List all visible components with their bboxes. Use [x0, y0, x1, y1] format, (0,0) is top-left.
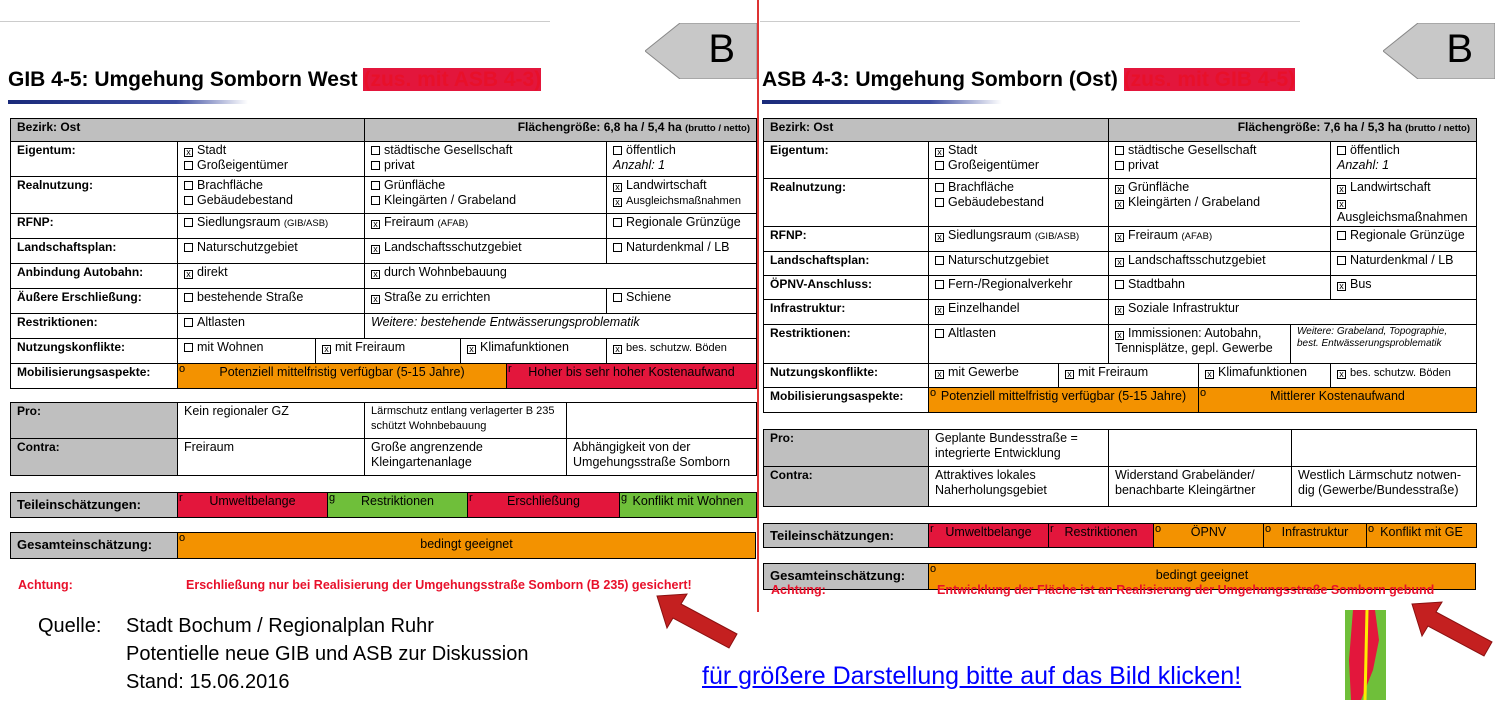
option-cell: bestehende Straße — [178, 289, 365, 314]
rating-cell: o Potenziell mittelfristig verfügbar (5-15 Jahre) — [178, 364, 507, 389]
rating-cell: r Hoher bis sehr hoher Kostenaufwand — [507, 364, 757, 389]
option-cell: Naturschutzgebiet — [929, 252, 1109, 276]
title-red: (zus. mit GIB 4-5) — [1123, 68, 1296, 91]
source-line: Stand: 15.06.2016 — [126, 671, 290, 693]
option-cell: Naturschutzgebiet — [178, 239, 365, 264]
rating-cell: r Erschließung — [468, 493, 620, 518]
option-cell: x mit Gewerbe — [929, 364, 1059, 388]
row-label: Landschaftsplan: — [764, 252, 929, 276]
option-cell: x Siedlungsraum (GIB/ASB) — [929, 227, 1109, 252]
rating-cell: o Infrastruktur — [1264, 524, 1367, 548]
option-cell: öffentlich Anzahl: 1 — [607, 142, 757, 177]
option-cell: mit Wohnen — [178, 339, 316, 364]
source-block — [38, 612, 528, 696]
option-cell: x mit Freiraum — [316, 339, 461, 364]
option-cell: x Landwirtschaft xAusgleichsmaßnahmen — [1331, 179, 1477, 227]
flaeche-label: Flächengröße: 6,8 ha / 5,4 ha (brutto / netto) — [365, 119, 757, 142]
option-cell: Brachfläche Gebäudebestand — [178, 177, 365, 214]
option-cell: x Freiraum (AFAB) — [365, 214, 607, 239]
row-label: Pro: — [11, 403, 178, 439]
rating-cell: o Potenziell mittelfristig verfügbar (5-15 Jahre) — [929, 388, 1199, 413]
rating-cell: o ÖPNV — [1154, 524, 1264, 548]
source-line: Stadt Bochum / Regionalplan Ruhr — [126, 615, 434, 637]
title-red: (zus. mit ASB 4-3) — [363, 68, 542, 91]
row-label: Nutzungskonflikte: — [764, 364, 929, 388]
rating-cell: o bedingt geeignet — [929, 564, 1476, 590]
option-cell: x Immissionen: Autobahn, Tennisplätze, gepl. Gewerbe — [1109, 325, 1291, 364]
rating-cell: g Restriktionen — [328, 493, 468, 518]
option-cell: Weitere: Grabeland, Topographie, best. Entwässerungsproblematik — [1291, 325, 1477, 364]
rating-cell: r Umweltbelange — [929, 524, 1049, 548]
factsheet-left[interactable] — [10, 118, 756, 559]
sheet-tab-right — [1383, 23, 1495, 79]
enlarge-link[interactable]: für größere Darstellung bitte auf das Bild klicken! — [702, 662, 1242, 690]
option-cell: x Grünfläche x Kleingärten / Grabeland — [1109, 179, 1331, 227]
option-cell: Altlasten — [178, 314, 365, 339]
option-cell: x Bus — [1331, 276, 1477, 300]
source-label: Quelle: — [38, 615, 102, 637]
option-cell: x Klimafunktionen — [1199, 364, 1331, 388]
row-label: ÖPNV-Anschluss: — [764, 276, 929, 300]
row-label: Realnutzung: — [764, 179, 929, 227]
pro-cell — [1109, 430, 1292, 467]
row-label: RFNP: — [764, 227, 929, 252]
option-cell: x Landschaftsschutzgebiet — [1109, 252, 1331, 276]
title-underline — [8, 100, 248, 104]
bezirk-label: Bezirk: Ost — [11, 119, 365, 142]
option-cell: x Freiraum (AFAB) — [1109, 227, 1331, 252]
contra-cell: Abhängigkeit von der Umgehungsstraße Somborn — [567, 439, 757, 476]
row-label: Anbindung Autobahn: — [11, 264, 178, 289]
option-cell: x Stadt Großeigentümer — [929, 142, 1109, 179]
achtung-text: Erschließung nur bei Realisierung der Umgehungsstraße Somborn (B 235) gesichert! — [186, 578, 692, 592]
map-thumbnail[interactable] — [1345, 610, 1386, 700]
option-cell: städtische Gesellschaft privat — [365, 142, 607, 177]
page-title-left — [8, 68, 541, 92]
tab-letter: B — [708, 27, 735, 71]
contra-cell: Widerstand Grabeländer/ benachbarte Kleingärtner — [1109, 467, 1292, 507]
contra-cell: Große angrenzende Kleingartenanlage — [365, 439, 567, 476]
contra-cell: Westlich Lärmschutz notwen-dig (Gewerbe/Bundesstraße) — [1292, 467, 1477, 507]
achtung-label: Achtung: — [771, 583, 826, 597]
pro-contra-table — [10, 402, 757, 476]
option-cell: x Klimafunktionen — [461, 339, 607, 364]
row-label: Contra: — [11, 439, 178, 476]
option-cell: Schiene — [607, 289, 757, 314]
top-rule-right — [760, 21, 1300, 22]
row-label: Restriktionen: — [764, 325, 929, 364]
title-underline — [762, 100, 1002, 104]
option-cell: Regionale Grünzüge — [1331, 227, 1477, 252]
attribute-table — [10, 118, 757, 389]
pro-contra-table — [763, 429, 1477, 507]
page-divider — [757, 0, 759, 612]
option-cell: städtische Gesellschaft privat — [1109, 142, 1331, 179]
row-label: Gesamteinschätzung: — [764, 564, 929, 590]
row-label: RFNP: — [11, 214, 178, 239]
row-label: Pro: — [764, 430, 929, 467]
sheet-tab-left — [645, 23, 757, 79]
row-label: Infrastruktur: — [764, 300, 929, 325]
option-cell: Weitere: bestehende Entwässerungsproblematik — [365, 314, 757, 339]
row-label: Landschaftsplan: — [11, 239, 178, 264]
option-cell: Naturdenkmal / LB — [1331, 252, 1477, 276]
rating-cell: g Konflikt mit Wohnen — [620, 493, 757, 518]
option-cell: x direkt — [178, 264, 365, 289]
attribute-table — [763, 118, 1477, 413]
option-cell: Altlasten — [929, 325, 1109, 364]
rating-cell: o Mittlerer Kostenaufwand — [1199, 388, 1477, 413]
factsheet-right[interactable] — [763, 118, 1476, 590]
option-cell: Fern-/Regionalverkehr — [929, 276, 1109, 300]
contra-cell: Freiraum — [178, 439, 365, 476]
option-cell: Regionale Grünzüge — [607, 214, 757, 239]
option-cell: Siedlungsraum (GIB/ASB) — [178, 214, 365, 239]
row-label: Mobilisierungsaspekte: — [11, 364, 178, 389]
row-label: Teileinschätzungen: — [11, 493, 178, 518]
row-label: Contra: — [764, 467, 929, 507]
row-label: Eigentum: — [764, 142, 929, 179]
achtung-text: Entwicklung der Fläche ist an Realisierung der Umgehungsstraße Somborn gebund — [937, 583, 1435, 597]
option-cell: x mit Freiraum — [1059, 364, 1199, 388]
option-cell: x bes. schutzw. Böden — [607, 339, 757, 364]
pro-cell — [567, 403, 757, 439]
rating-cell: r Umweltbelange — [178, 493, 328, 518]
option-cell: x Straße zu errichten — [365, 289, 607, 314]
row-label: Eigentum: — [11, 142, 178, 177]
rating-cell: o bedingt geeignet — [178, 533, 756, 559]
option-cell: x Landwirtschaft x Ausgleichsmaßnahmen — [607, 177, 757, 214]
option-cell: x Einzelhandel — [929, 300, 1109, 325]
pro-cell: Lärmschutz entlang verlagerter B 235 schützt Wohnbebauung — [365, 403, 567, 439]
flaeche-label: Flächengröße: 7,6 ha / 5,3 ha (brutto / netto) — [1109, 119, 1477, 142]
title-main: GIB 4-5: Umgehung Somborn West — [8, 68, 364, 91]
row-label: Realnutzung: — [11, 177, 178, 214]
option-cell: x bes. schutzw. Böden — [1331, 364, 1477, 388]
pro-cell: Kein regionaler GZ — [178, 403, 365, 439]
title-main: ASB 4-3: Umgehung Somborn (Ost) — [762, 68, 1124, 91]
pointer-arrow-icon — [1410, 598, 1495, 658]
option-cell: öffentlich Anzahl: 1 — [1331, 142, 1477, 179]
page-title-right — [762, 68, 1295, 92]
option-cell: Brachfläche Gebäudebestand — [929, 179, 1109, 227]
option-cell: x durch Wohnbebauung — [365, 264, 757, 289]
source-line: Potentielle neue GIB und ASB zur Diskussion — [126, 643, 529, 665]
pro-cell: Geplante Bundesstraße = integrierte Entwicklung — [929, 430, 1109, 467]
teil-table — [10, 492, 757, 518]
option-cell: Stadtbahn — [1109, 276, 1331, 300]
tab-letter: B — [1446, 27, 1473, 71]
option-cell: Naturdenkmal / LB — [607, 239, 757, 264]
contra-cell: Attraktives lokales Naherholungsgebiet — [929, 467, 1109, 507]
top-rule-left — [0, 21, 550, 22]
row-label: Äußere Erschließung: — [11, 289, 178, 314]
row-label: Teileinschätzungen: — [764, 524, 929, 548]
pointer-arrow-icon — [655, 590, 741, 650]
bezirk-label: Bezirk: Ost — [764, 119, 1109, 142]
option-cell: x Landschaftsschutzgebiet — [365, 239, 607, 264]
row-label: Gesamteinschätzung: — [11, 533, 178, 559]
rating-cell: o Konflikt mit GE — [1367, 524, 1477, 548]
option-cell: x Soziale Infrastruktur — [1109, 300, 1477, 325]
gesamt-table — [10, 532, 756, 559]
option-cell: Grünfläche Kleingärten / Grabeland — [365, 177, 607, 214]
pro-cell — [1292, 430, 1477, 467]
teil-table — [763, 523, 1477, 548]
achtung-label: Achtung: — [18, 578, 73, 592]
option-cell: x Stadt Großeigentümer — [178, 142, 365, 177]
row-label: Mobilisierungsaspekte: — [764, 388, 929, 413]
row-label: Nutzungskonflikte: — [11, 339, 178, 364]
rating-cell: r Restriktionen — [1049, 524, 1154, 548]
row-label: Restriktionen: — [11, 314, 178, 339]
